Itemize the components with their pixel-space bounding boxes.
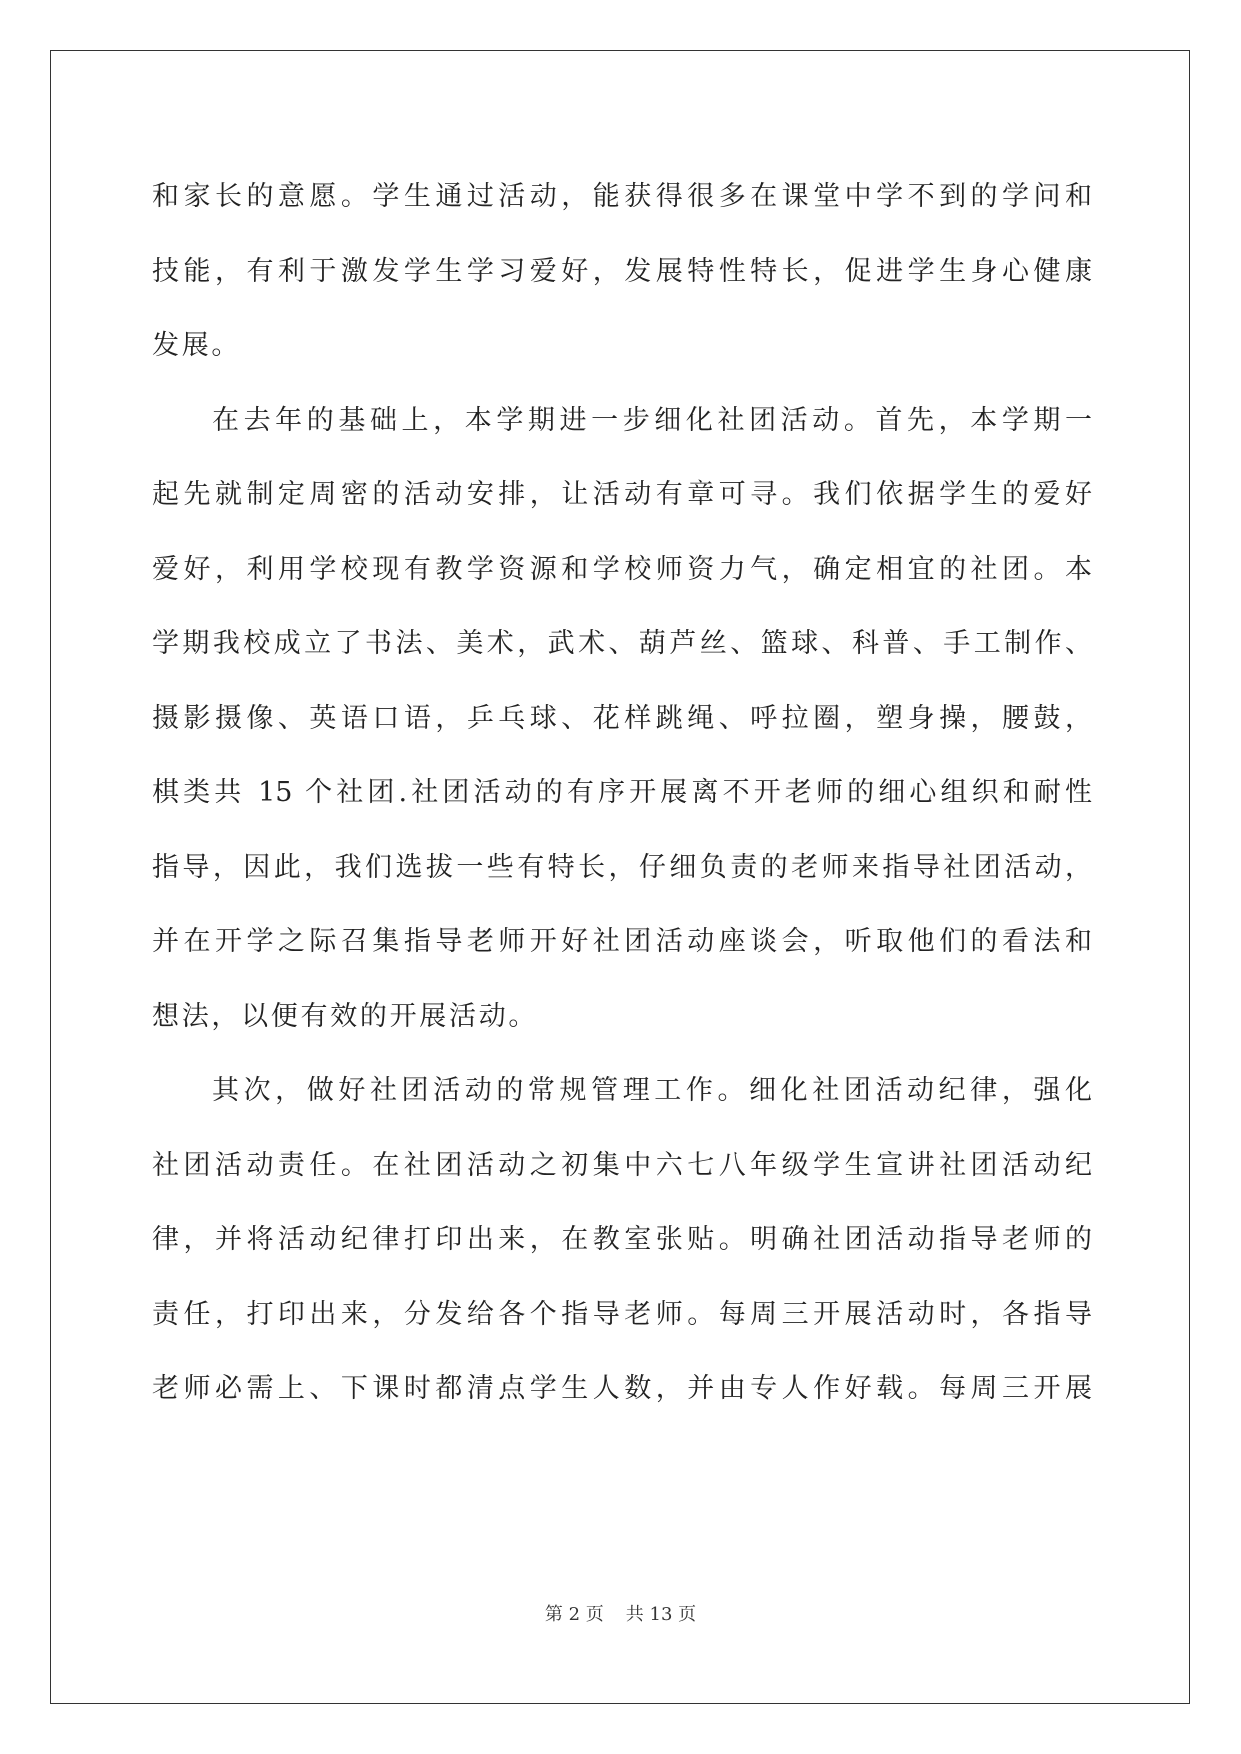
document-body bbox=[152, 160, 1092, 1427]
text-line: 社团活动责任。在社团活动之初集中六七八年级学生宣讲社团活动纪 bbox=[152, 1149, 1092, 1181]
text-line: 想法，以便有效的开展活动。 bbox=[152, 1000, 539, 1032]
text-line: 责任，打印出来，分发给各个指导老师。每周三开展活动时，各指导 bbox=[152, 1298, 1092, 1330]
text-line: 和家长的意愿。学生通过活动，能获得很多在课堂中学不到的学问和 bbox=[152, 181, 1092, 212]
text-line: 指导，因此，我们选拔一些有特长，仔细负责的老师来指导社团活动， bbox=[152, 851, 1092, 883]
text-line: 棋类共 15 个社团.社团活动的有序开展离不开老师的细心组织和耐性 bbox=[152, 777, 1092, 808]
page-number: 第 2 页 bbox=[544, 1604, 604, 1625]
text-line: 在去年的基础上，本学期进一步细化社团活动。首先，本学期一 bbox=[212, 404, 1092, 436]
text-line: 起先就制定周密的活动安排，让活动有章可寻。我们依据学生的爱好 bbox=[152, 479, 1092, 510]
page-footer bbox=[0, 1600, 1241, 1626]
text-line: 律，并将活动纪律打印出来，在教室张贴。明确社团活动指导老师的 bbox=[152, 1224, 1092, 1255]
text-line: 学期我校成立了书法、美术，武术、葫芦丝、篮球、科普、手工制作、 bbox=[152, 628, 1092, 659]
text-line: 爱好，利用学校现有教学资源和学校师资力气，确定相宜的社团。本 bbox=[152, 553, 1092, 585]
text-line: 并在开学之际召集指导老师开好社团活动座谈会，听取他们的看法和 bbox=[152, 926, 1092, 957]
text-line: 老师必需上、下课时都清点学生人数，并由专人作好载。每周三开展 bbox=[152, 1373, 1092, 1404]
text-line: 摄影摄像、英语口语，乒乓球、花样跳绳、呼拉圈，塑身操，腰鼓， bbox=[152, 702, 1092, 734]
text-line: 发展。 bbox=[152, 330, 242, 361]
text-line: 技能，有利于激发学生学习爱好，发展特性特长，促进学生身心健康 bbox=[152, 255, 1092, 287]
text-line: 其次，做好社团活动的常规管理工作。细化社团活动纪律，强化 bbox=[212, 1075, 1092, 1106]
page-total: 共 13 页 bbox=[625, 1604, 697, 1625]
